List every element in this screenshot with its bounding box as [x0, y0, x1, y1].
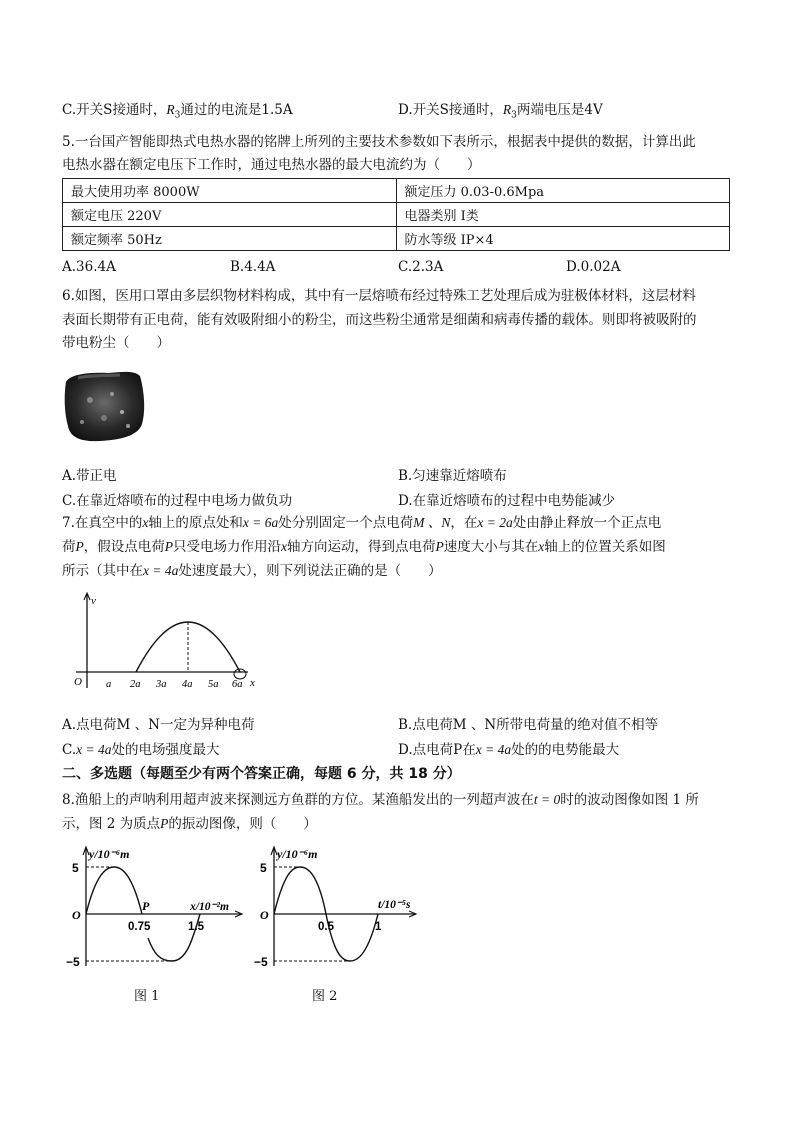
table-row [63, 203, 730, 227]
mask-fabric-image [60, 366, 150, 446]
y-min-label: −5 [66, 955, 80, 969]
q5-option-c[interactable]: C.2.3A [398, 259, 444, 275]
section-heading: 二、多选题（每题至少有两个答案正确，每题 6 分，共 18 分） [62, 766, 461, 782]
y-min-label: −5 [254, 955, 268, 969]
q6-option-d[interactable]: D.在靠近熔喷布的过程中电势能减少 [398, 493, 616, 509]
figure2-caption: 图 2 [312, 989, 338, 1004]
table-cell: 防水等级 IP×4 [396, 227, 730, 251]
q7-option-d[interactable]: D.点电荷P在x = 4a处的的电势能最大 [398, 742, 620, 758]
origin-label: O [74, 676, 82, 688]
y-axis-label: y/10⁻⁶m [277, 847, 318, 861]
tick-label: 0.75 [128, 921, 151, 933]
q7-option-c[interactable]: C.x = 4a处的电场强度最大 [62, 742, 220, 758]
q4-option-c[interactable]: C.开关S接通时，$R_3$通过的电流是1.5A [62, 102, 293, 121]
t-axis-label: t/10⁻⁵s [378, 899, 411, 911]
table-cell: 电器类别 I类 [396, 203, 730, 227]
tick-label: 3a [156, 679, 167, 690]
table-cell: 额定电压 220V [63, 203, 397, 227]
q6-stem-line1: 6.如图，医用口罩由多层织物材料构成，其中有一层熔喷布经过特殊工艺处理后成为驻极体材料，这层材料 [62, 288, 696, 304]
q5-option-b[interactable]: B.4.4A [230, 259, 276, 275]
figure1-caption: 图 1 [134, 989, 160, 1004]
q7-stem-line1: 7.在真空中的x轴上的原点处和x = 6a处分别固定一个点电荷M 、N，在x = 2a处由静止释放一个正点电 [62, 515, 662, 531]
tick-label: 6a [232, 679, 243, 690]
q6-option-c[interactable]: C.在靠近熔喷布的过程中电场力做负功 [62, 493, 293, 509]
tick-label: 5a [208, 679, 219, 690]
q8-stem-line2: 示，图 2 为质点P的振动图像，则（ ） [62, 816, 317, 832]
q8-stem-line1: 8.渔船上的声呐利用超声波来探测远方鱼群的方位。某渔船发出的一列超声波在t = 0时的波动图像如图 1 所 [62, 792, 699, 808]
q6-stem-line2: 表面长期带有正电荷，能有效吸附细小的粉尘，而这些粉尘通常是细菌和病毒传播的载体。则即将被吸附的 [62, 312, 697, 328]
q7-stem-line2: 荷P，假设点电荷P只受电场力作用沿x轴方向运动，得到点电荷P速度大小与其在x轴上的位置关系如图 [62, 539, 666, 555]
tick-label: a [106, 679, 112, 690]
y-max-label: 5 [260, 861, 267, 875]
figure1-wave-graph [62, 842, 252, 972]
q7-option-a[interactable]: A.点电荷M 、N一定为异种电荷 [62, 717, 255, 733]
q7-option-b[interactable]: B.点电荷M 、N所带电荷量的绝对值不相等 [398, 717, 659, 733]
q7-velocity-graph [62, 588, 262, 698]
tick-label: 4a [182, 679, 193, 690]
tick-label: 1 [375, 921, 382, 933]
q6-stem-line3: 带电粉尘（ ） [62, 335, 170, 351]
x-axis-label: x/10⁻²m [190, 901, 229, 913]
wave-crest [86, 867, 142, 914]
q6-option-a[interactable]: A.带正电 [62, 468, 117, 484]
origin-label: O [72, 908, 81, 922]
tick-label: 0.5 [318, 921, 334, 933]
q5-stem-line2: 电热水器在额定电压下工作时，通过电热水器的最大电流约为（ ） [62, 157, 481, 173]
point-p-label: P [142, 899, 150, 913]
table-row [63, 227, 730, 251]
y-max-label: 5 [72, 861, 79, 875]
y-axis-label: y/10⁻⁶m [89, 847, 130, 861]
q7-stem-line3: 所示（其中在x = 4a处速度最大），则下列说法正确的是（ ） [62, 563, 442, 579]
q5-option-a[interactable]: A.36.4A [62, 259, 116, 275]
q5-option-d[interactable]: D.0.02A [566, 259, 621, 275]
q6-option-b[interactable]: B.匀速靠近熔喷布 [398, 468, 507, 484]
tick-label: 2a [130, 679, 141, 690]
figure2-vibration-graph [250, 842, 430, 972]
table-cell: 最大使用功率 8000W [63, 179, 397, 203]
spec-table [62, 178, 730, 251]
v-axis-label: v [91, 595, 96, 607]
x-axis-label: x [250, 677, 255, 689]
origin-label: O [260, 908, 269, 922]
q4-option-d[interactable]: D.开关S接通时，$R_3$两端电压是4V [398, 102, 603, 121]
tick-label: 1.5 [188, 921, 204, 933]
table-cell: 额定压力 0.03-0.6Mpa [396, 179, 730, 203]
table-cell: 额定频率 50Hz [63, 227, 397, 251]
q5-stem-line1: 5.一台国产智能即热式电热水器的铭牌上所列的主要技术参数如下表所示，根据表中提供的数据，计算出此 [62, 134, 696, 150]
table-row [63, 179, 730, 203]
